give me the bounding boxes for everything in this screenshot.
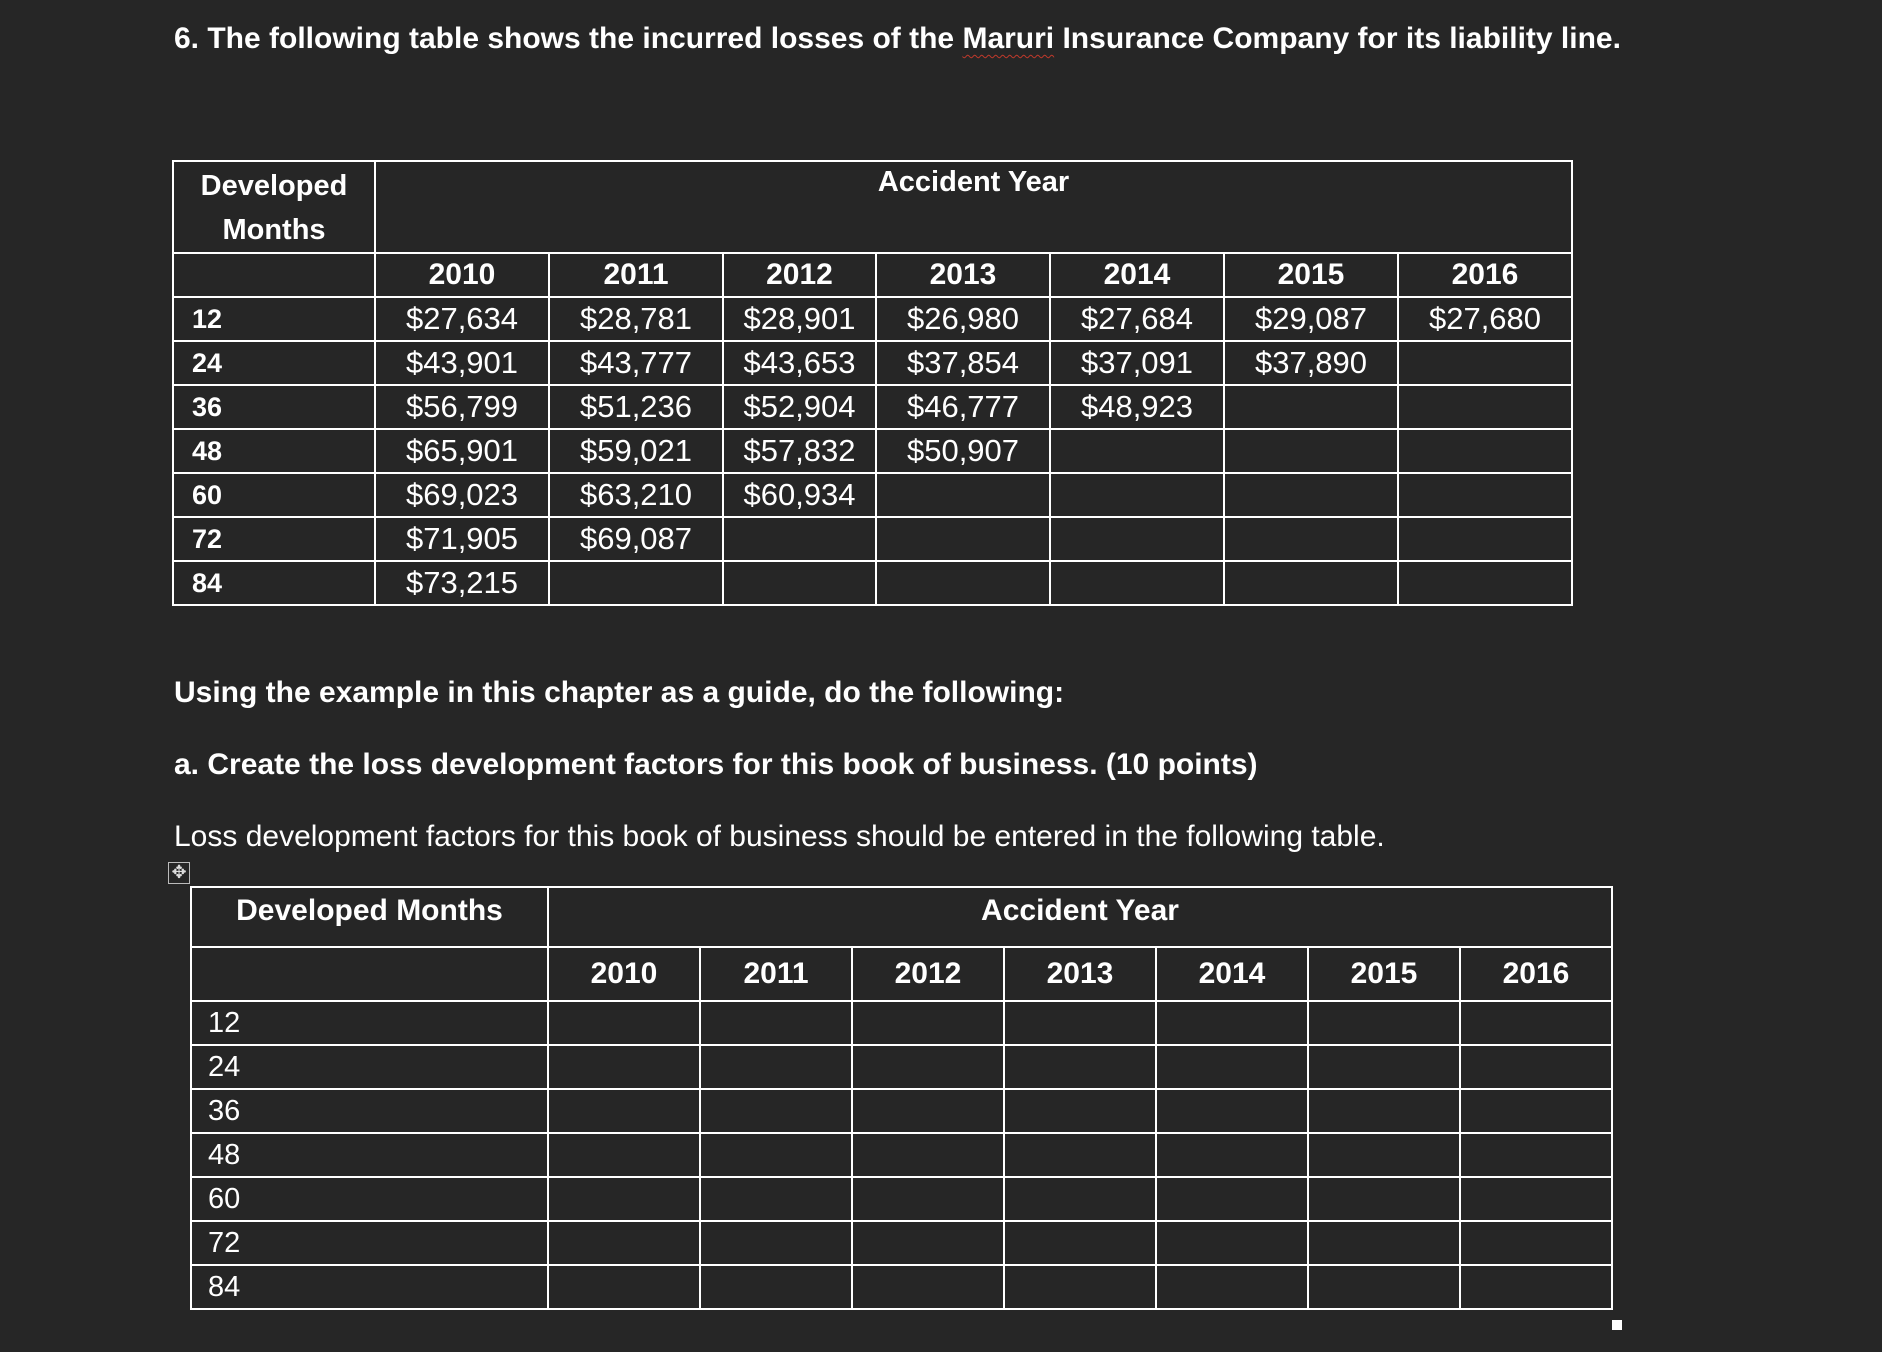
company-name: Maruri: [962, 22, 1055, 55]
ldf-year-header-2013: 2013: [1004, 947, 1156, 1001]
ldf-row-60: [191, 1177, 1612, 1221]
loss-cell: $63,210: [549, 473, 723, 517]
loss-cell: $50,907: [876, 429, 1050, 473]
ldf-entry-cell[interactable]: [1156, 1265, 1308, 1309]
ldf-year-header-2016: 2016: [1460, 947, 1612, 1001]
loss-row-84: [173, 561, 1572, 605]
ldf-year-header-2015: 2015: [1308, 947, 1460, 1001]
ldf-accident-year-header: Accident Year: [548, 887, 1612, 947]
ldf-entry-cell[interactable]: [1460, 1221, 1612, 1265]
ldf-row-24: [191, 1045, 1612, 1089]
part-a-prompt: a. Create the loss development factors for this book of business. (10 points): [174, 748, 1258, 781]
loss-row-72: [173, 517, 1572, 561]
loss-cell: [549, 561, 723, 605]
developed-months-label: 60: [173, 473, 375, 517]
ldf-entry-cell[interactable]: [700, 1265, 852, 1309]
year-header-2015: 2015: [1224, 253, 1398, 297]
ldf-entry-cell[interactable]: [1460, 1265, 1612, 1309]
ldf-months-label: 36: [191, 1089, 548, 1133]
loss-row-60: [173, 473, 1572, 517]
developed-months-label: 72: [173, 517, 375, 561]
ldf-entry-cell[interactable]: [700, 1089, 852, 1133]
question-title: [174, 22, 1621, 56]
ldf-entry-cell[interactable]: [1156, 1177, 1308, 1221]
ldf-entry-cell[interactable]: [548, 1133, 700, 1177]
loss-cell: $69,087: [549, 517, 723, 561]
ldf-row-72: [191, 1221, 1612, 1265]
ldf-table-note: Loss development factors for this book of business should be entered in the following table.: [174, 820, 1385, 853]
ldf-entry-cell[interactable]: [700, 1221, 852, 1265]
ldf-row-36: [191, 1089, 1612, 1133]
ldf-entry-cell[interactable]: [1460, 1089, 1612, 1133]
loss-cell: [1398, 473, 1572, 517]
loss-cell: $56,799: [375, 385, 549, 429]
loss-cell: $43,653: [723, 341, 876, 385]
ldf-year-header-2010: 2010: [548, 947, 700, 1001]
loss-cell: $27,680: [1398, 297, 1572, 341]
loss-cell: [1398, 429, 1572, 473]
ldf-entry-cell[interactable]: [548, 1221, 700, 1265]
accident-year-header: Accident Year: [375, 161, 1572, 253]
loss-cell: [1398, 561, 1572, 605]
ldf-entry-cell[interactable]: [1308, 1265, 1460, 1309]
ldf-row-84: [191, 1265, 1612, 1309]
ldf-year-header-2012: 2012: [852, 947, 1004, 1001]
ldf-entry-cell[interactable]: [1460, 1001, 1612, 1045]
loss-cell: $69,023: [375, 473, 549, 517]
loss-cell: $52,904: [723, 385, 876, 429]
developed-months-label: 12: [173, 297, 375, 341]
ldf-developed-months-header: Developed Months: [191, 887, 548, 947]
ldf-entry-cell[interactable]: [548, 1265, 700, 1309]
ldf-entry-cell[interactable]: [852, 1089, 1004, 1133]
ldf-entry-cell[interactable]: [548, 1001, 700, 1045]
ldf-entry-cell[interactable]: [1308, 1001, 1460, 1045]
ldf-entry-cell[interactable]: [1460, 1045, 1612, 1089]
ldf-entry-cell[interactable]: [1156, 1133, 1308, 1177]
developed-months-label: 24: [173, 341, 375, 385]
year-header-2012: 2012: [723, 253, 876, 297]
year-header-2013: 2013: [876, 253, 1050, 297]
ldf-entry-cell[interactable]: [852, 1045, 1004, 1089]
ldf-entry-cell[interactable]: [1308, 1089, 1460, 1133]
ldf-entry-cell[interactable]: [1004, 1089, 1156, 1133]
loss-cell: [1224, 561, 1398, 605]
ldf-entry-cell[interactable]: [548, 1045, 700, 1089]
year-header-blank: [173, 253, 375, 297]
ldf-year-header-blank: [191, 947, 548, 1001]
ldf-year-header-row: [191, 947, 1612, 1001]
ldf-entry-cell[interactable]: [852, 1221, 1004, 1265]
ldf-entry-cell[interactable]: [1004, 1045, 1156, 1089]
loss-cell: $43,777: [549, 341, 723, 385]
loss-cell: [1398, 341, 1572, 385]
loss-cell: [876, 561, 1050, 605]
ldf-entry-cell[interactable]: [548, 1177, 700, 1221]
ldf-months-label: 24: [191, 1045, 548, 1089]
incurred-losses-table: [172, 160, 1573, 606]
ldf-entry-cell[interactable]: [1004, 1133, 1156, 1177]
loss-cell: [1050, 473, 1224, 517]
loss-cell: $29,087: [1224, 297, 1398, 341]
year-header-2010: 2010: [375, 253, 549, 297]
loss-cell: [1224, 473, 1398, 517]
year-header-row: [173, 253, 1572, 297]
loss-cell: [1398, 385, 1572, 429]
resize-handle-icon[interactable]: [1612, 1320, 1622, 1330]
loss-cell: $59,021: [549, 429, 723, 473]
ldf-entry-cell[interactable]: [1156, 1001, 1308, 1045]
loss-cell: [1224, 385, 1398, 429]
loss-cell: [1398, 517, 1572, 561]
loss-rows: [173, 297, 1572, 605]
ldf-entry-table: [190, 886, 1613, 1310]
loss-cell: [1224, 517, 1398, 561]
ldf-entry-cell[interactable]: [548, 1089, 700, 1133]
loss-cell: $71,905: [375, 517, 549, 561]
loss-cell: [876, 517, 1050, 561]
loss-cell: $48,923: [1050, 385, 1224, 429]
loss-cell: $27,684: [1050, 297, 1224, 341]
ldf-entry-cell[interactable]: [852, 1001, 1004, 1045]
ldf-entry-cell[interactable]: [1460, 1133, 1612, 1177]
loss-cell: $27,634: [375, 297, 549, 341]
ldf-entry-cell[interactable]: [852, 1265, 1004, 1309]
ldf-rows: [191, 1001, 1612, 1309]
loss-cell: $43,901: [375, 341, 549, 385]
loss-cell: [1050, 429, 1224, 473]
ldf-months-label: 60: [191, 1177, 548, 1221]
ldf-months-label: 12: [191, 1001, 548, 1045]
loss-row-48: [173, 429, 1572, 473]
ldf-entry-cell[interactable]: [700, 1001, 852, 1045]
ldf-entry-cell[interactable]: [1308, 1045, 1460, 1089]
ldf-entry-cell[interactable]: [1156, 1221, 1308, 1265]
loss-cell: [876, 473, 1050, 517]
ldf-months-label: 84: [191, 1265, 548, 1309]
ldf-entry-cell[interactable]: [1004, 1001, 1156, 1045]
loss-cell: $73,215: [375, 561, 549, 605]
loss-cell: [1224, 429, 1398, 473]
loss-cell: $60,934: [723, 473, 876, 517]
question-text-suffix: Insurance Company for its liability line.: [1054, 22, 1621, 55]
developed-months-label: 36: [173, 385, 375, 429]
loss-row-12: [173, 297, 1572, 341]
ldf-entry-cell[interactable]: [1308, 1177, 1460, 1221]
loss-row-36: [173, 385, 1572, 429]
developed-months-label: 84: [173, 561, 375, 605]
loss-cell: $37,091: [1050, 341, 1224, 385]
ldf-entry-cell[interactable]: [1308, 1221, 1460, 1265]
developed-months-label: 48: [173, 429, 375, 473]
ldf-year-header-2014: 2014: [1156, 947, 1308, 1001]
question-text-prefix: 6. The following table shows the incurred losses of the: [174, 22, 963, 55]
ldf-entry-cell[interactable]: [1156, 1045, 1308, 1089]
loss-cell: $51,236: [549, 385, 723, 429]
loss-cell: $57,832: [723, 429, 876, 473]
ldf-entry-cell[interactable]: [1308, 1133, 1460, 1177]
loss-cell: [723, 517, 876, 561]
ldf-months-label: 48: [191, 1133, 548, 1177]
ldf-entry-cell[interactable]: [1004, 1221, 1156, 1265]
instructions-intro: Using the example in this chapter as a guide, do the following:: [174, 676, 1065, 709]
move-arrows-icon[interactable]: ✥: [168, 862, 190, 884]
ldf-entry-cell[interactable]: [1156, 1089, 1308, 1133]
ldf-months-label: 72: [191, 1221, 548, 1265]
loss-row-24: [173, 341, 1572, 385]
loss-cell: $28,901: [723, 297, 876, 341]
ldf-entry-cell[interactable]: [1004, 1265, 1156, 1309]
ldf-row-48: [191, 1133, 1612, 1177]
loss-cell: $37,890: [1224, 341, 1398, 385]
loss-cell: [1050, 517, 1224, 561]
ldf-entry-cell[interactable]: [700, 1177, 852, 1221]
loss-cell: [1050, 561, 1224, 605]
ldf-row-12: [191, 1001, 1612, 1045]
loss-cell: [723, 561, 876, 605]
loss-cell: $46,777: [876, 385, 1050, 429]
ldf-entry-cell[interactable]: [852, 1133, 1004, 1177]
ldf-entry-cell[interactable]: [1004, 1177, 1156, 1221]
developed-header-line1: Developed: [200, 170, 348, 202]
loss-cell: $65,901: [375, 429, 549, 473]
ldf-year-header-2011: 2011: [700, 947, 852, 1001]
loss-cell: $26,980: [876, 297, 1050, 341]
year-header-2016: 2016: [1398, 253, 1572, 297]
loss-cell: $37,854: [876, 341, 1050, 385]
year-header-2014: 2014: [1050, 253, 1224, 297]
ldf-entry-cell[interactable]: [700, 1045, 852, 1089]
ldf-entry-cell[interactable]: [1460, 1177, 1612, 1221]
ldf-entry-cell[interactable]: [852, 1177, 1004, 1221]
ldf-entry-cell[interactable]: [700, 1133, 852, 1177]
developed-months-header: [173, 161, 375, 253]
year-header-2011: 2011: [549, 253, 723, 297]
loss-cell: $28,781: [549, 297, 723, 341]
months-header-line2: Months: [222, 214, 326, 246]
